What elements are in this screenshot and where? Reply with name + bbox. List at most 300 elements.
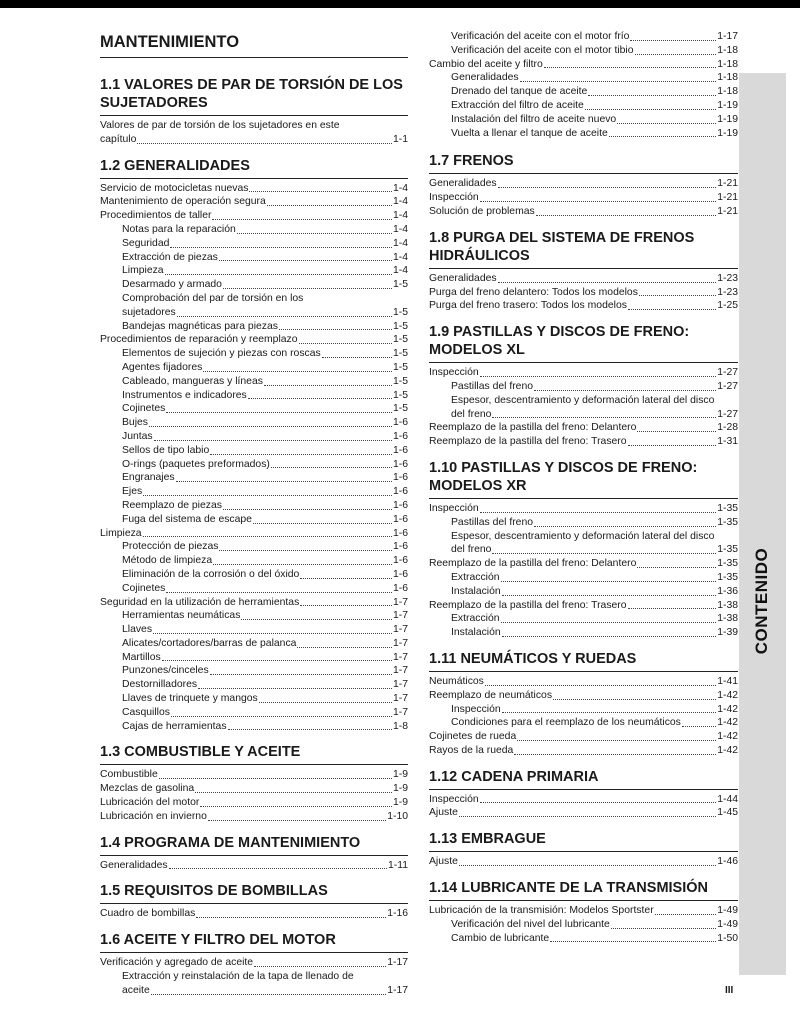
section-heading[interactable]: 1.13 EMBRAGUE (429, 830, 738, 852)
section-heading[interactable]: 1.3 COMBUSTIBLE Y ACEITE (100, 743, 408, 765)
section-heading[interactable]: 1.2 GENERALIDADES (100, 157, 408, 179)
toc-entry[interactable] (429, 516, 738, 530)
toc-entry-text: O-rings (paquetes preformados) (122, 458, 270, 470)
toc-entry[interactable] (429, 85, 738, 99)
toc-entry[interactable] (100, 389, 408, 403)
toc-entry[interactable] (100, 458, 408, 472)
toc-entry[interactable] (100, 554, 408, 568)
toc-entry[interactable] (429, 408, 738, 422)
toc-entry[interactable] (100, 540, 408, 554)
toc-entry-text: Inspección (429, 192, 479, 204)
toc-entry[interactable] (429, 286, 738, 300)
leader-dots (228, 729, 392, 730)
toc-entry[interactable] (429, 177, 738, 191)
toc-page-number: 1-19 (717, 127, 738, 139)
leader-dots (223, 288, 392, 289)
toc-entry[interactable] (429, 744, 738, 758)
leader-dots (198, 688, 392, 689)
toc-entry[interactable] (100, 651, 408, 665)
toc-entry[interactable] (429, 366, 738, 380)
toc-entry-text: Eliminación de la corrosión o del óxido (122, 568, 300, 580)
toc-entry-text: Método de limpieza (122, 555, 213, 567)
right-sections (429, 152, 738, 945)
leader-dots (628, 608, 717, 609)
toc-page-number: 1-6 (392, 444, 408, 456)
toc-entry-text: Notas para la reparación (122, 223, 236, 235)
toc-page-number: 1-6 (392, 568, 408, 580)
toc-entry-text: Sellos de tipo labio (122, 444, 210, 456)
toc-page-number: 1-7 (392, 596, 408, 608)
toc-entry[interactable] (429, 435, 738, 449)
toc-entry[interactable] (100, 209, 408, 223)
toc-page-number: 1-4 (392, 223, 408, 235)
toc-section (100, 882, 408, 921)
leader-dots (550, 941, 716, 942)
section-heading[interactable]: 1.6 ACEITE Y FILTRO DEL MOTOR (100, 931, 408, 953)
toc-entry[interactable] (100, 182, 408, 196)
toc-entry-text: Lubricación en invierno (100, 810, 207, 822)
leader-dots (154, 440, 392, 441)
leader-dots (299, 343, 392, 344)
leader-dots (267, 205, 392, 206)
toc-entry-text: Combustible (100, 769, 158, 781)
toc-entry[interactable] (429, 557, 738, 571)
toc-entry[interactable] (429, 502, 738, 516)
top-black-bar (0, 0, 800, 8)
leader-dots (162, 660, 392, 661)
toc-page-number: 1-41 (717, 675, 738, 687)
toc-page-number: 1-35 (717, 558, 738, 570)
toc-entry-text: Verificación del aceite con el motor frío (451, 31, 630, 42)
leader-dots (223, 509, 392, 510)
toc-entry-text: Inspección (429, 793, 479, 805)
toc-entry[interactable] (100, 692, 408, 706)
toc-entry[interactable] (429, 918, 738, 932)
toc-entry[interactable] (100, 251, 408, 265)
side-tab (739, 73, 786, 975)
toc-entry-text: Lubricación de la transmisión: Modelos Sportster (429, 905, 654, 917)
toc-entry[interactable] (429, 44, 738, 58)
toc-section (429, 459, 738, 640)
toc-entry[interactable] (100, 375, 408, 389)
toc-section (100, 76, 408, 147)
toc-page-number: 1-17 (717, 31, 738, 42)
toc-entry-text: capítulo (100, 133, 137, 145)
toc-page-number: 1-39 (717, 627, 738, 639)
toc-entry[interactable] (429, 806, 738, 820)
leader-dots (171, 716, 392, 717)
toc-entry[interactable] (429, 716, 738, 730)
toc-entry[interactable] (429, 599, 738, 613)
toc-page-number: 1-5 (392, 403, 408, 415)
toc-entry[interactable] (429, 71, 738, 85)
toc-page-number: 1-4 (392, 251, 408, 263)
leader-dots (544, 67, 716, 68)
toc-entry[interactable] (429, 99, 738, 113)
toc-entry-text: Destornilladores (122, 679, 198, 691)
toc-entry[interactable] (100, 582, 408, 596)
toc-entry-text: Generalidades (429, 178, 497, 190)
leader-dots (609, 136, 716, 137)
leader-dots (254, 966, 386, 967)
toc-entry-text: Reemplazo de piezas (122, 499, 222, 511)
leader-dots (459, 865, 716, 866)
toc-entry-text: Espesor, descentramiento y deformación lateral del disco (451, 530, 715, 542)
toc-page-number: 1-42 (717, 689, 738, 701)
toc-entry[interactable] (100, 119, 408, 133)
toc-entry[interactable] (429, 113, 738, 127)
leader-dots (630, 40, 716, 41)
leader-dots (143, 536, 392, 537)
toc-entry[interactable] (100, 810, 408, 824)
toc-page-number: 1-50 (717, 932, 738, 944)
leader-dots (165, 274, 392, 275)
leader-dots (143, 495, 392, 496)
toc-entry-text: Reemplazo de la pastilla del freno: Delantero (429, 558, 637, 570)
toc-page-number: 1-21 (717, 192, 738, 204)
toc-page-number: 1-6 (392, 458, 408, 470)
leader-dots (170, 247, 392, 248)
toc-page-number: 1-4 (392, 196, 408, 208)
toc-entry-text: Solución de problemas (429, 205, 535, 217)
toc-entry-text: Extracción y reinstalación de la tapa de llenado de (122, 971, 354, 983)
toc-entry[interactable] (100, 907, 408, 921)
leader-dots (279, 329, 392, 330)
toc-entry-text: Servicio de motocicletas nuevas (100, 182, 249, 194)
toc-entry[interactable] (100, 223, 408, 237)
toc-entry[interactable] (100, 596, 408, 610)
toc-page-number: 1-38 (717, 599, 738, 611)
toc-entry[interactable] (100, 637, 408, 651)
leader-dots (501, 581, 717, 582)
toc-entry[interactable] (429, 626, 738, 640)
toc-entry-text: Cuadro de bombillas (100, 908, 196, 920)
toc-page-number: 1-6 (392, 513, 408, 525)
toc-entry-text: Cableado, mangueras y líneas (122, 375, 263, 387)
leader-dots (237, 233, 392, 234)
leader-dots (480, 802, 717, 803)
toc-entry-text: Extracción del filtro de aceite (451, 99, 584, 111)
toc-entry-text: Inspección (451, 703, 501, 715)
toc-page-number: 1-49 (717, 905, 738, 917)
toc-page-number: 1-7 (392, 651, 408, 663)
toc-entry[interactable] (100, 513, 408, 527)
section-heading[interactable]: 1.14 LUBRICANTE DE LA TRANSMISIÓN (429, 879, 738, 901)
section-heading[interactable]: 1.1 VALORES DE PAR DE TORSIÓN DE LOS SUJETADORES (100, 76, 408, 116)
leader-dots (637, 567, 716, 568)
leader-dots (176, 481, 392, 482)
toc-entry[interactable] (429, 571, 738, 585)
toc-entry[interactable] (100, 678, 408, 692)
toc-entry[interactable] (100, 720, 408, 734)
toc-page-number: 1-35 (717, 502, 738, 514)
toc-page-number: 1-11 (387, 859, 408, 871)
section-heading[interactable]: 1.12 CADENA PRIMARIA (429, 768, 738, 790)
toc-page-number: 1-4 (392, 210, 408, 222)
leader-dots (219, 550, 392, 551)
toc-entry[interactable] (100, 237, 408, 251)
leader-dots (635, 54, 717, 55)
toc-page-number: 1-6 (392, 417, 408, 429)
toc-entry-text: Lubricación del motor (100, 797, 200, 809)
toc-entry[interactable] (100, 623, 408, 637)
toc-entry-text: Llaves de trinquete y mangos (122, 693, 258, 705)
toc-entry[interactable] (429, 421, 738, 435)
toc-entry-text: Extracción (451, 571, 500, 583)
toc-entry[interactable] (100, 402, 408, 416)
leader-dots (203, 371, 392, 372)
toc-entry-text: Mezclas de gasolina (100, 783, 195, 795)
toc-page-number: 1-10 (387, 810, 408, 822)
leader-dots (212, 219, 392, 220)
toc-page-number: 1-4 (392, 265, 408, 277)
toc-entry[interactable] (100, 768, 408, 782)
toc-entry[interactable] (429, 585, 738, 599)
toc-entry[interactable] (429, 30, 738, 44)
toc-page-number: 1-6 (392, 430, 408, 442)
toc-entry[interactable] (100, 320, 408, 334)
toc-entry-text: Martillos (122, 651, 161, 663)
toc-page-number: 1-28 (717, 422, 738, 434)
toc-entry-text: Seguridad (122, 237, 170, 249)
toc-page-number: 1-49 (717, 918, 738, 930)
toc-page-number: 1-9 (392, 797, 408, 809)
toc-right-column (429, 30, 738, 955)
toc-entry[interactable] (100, 984, 408, 998)
leader-dots (553, 699, 716, 700)
toc-entry[interactable] (100, 278, 408, 292)
toc-page-number: 1-27 (717, 380, 738, 392)
toc-entry-text: Punzones/cinceles (122, 665, 209, 677)
leader-dots (153, 633, 392, 634)
toc-page-number: 1-6 (392, 555, 408, 567)
toc-entry[interactable] (100, 306, 408, 320)
toc-page-number: 1-7 (392, 665, 408, 677)
toc-entry[interactable] (429, 299, 738, 313)
toc-page-number: 1-7 (392, 679, 408, 691)
section-heading[interactable]: 1.10 PASTILLAS Y DISCOS DE FRENO: MODELOS XR (429, 459, 738, 499)
toc-entry[interactable] (429, 191, 738, 205)
toc-page-number: 1-4 (392, 182, 408, 194)
leader-dots (501, 622, 717, 623)
toc-section (100, 834, 408, 873)
toc-entry[interactable] (100, 416, 408, 430)
toc-entry-text: Purga del freno delantero: Todos los modelos (429, 286, 638, 298)
toc-entry-text: Cambio del aceite y filtro (429, 58, 543, 70)
toc-page-number: 1-18 (717, 58, 738, 70)
toc-page-number: 1-46 (717, 856, 738, 868)
leader-dots (459, 816, 716, 817)
toc-page-number: 1-25 (717, 300, 738, 312)
toc-entry-text: Cojinetes (122, 403, 166, 415)
toc-entry[interactable] (429, 394, 738, 408)
leader-dots (248, 398, 392, 399)
toc-entry-text: Instalación (451, 585, 501, 597)
toc-page-number: 1-5 (392, 320, 408, 332)
leader-dots (195, 792, 392, 793)
leader-dots (517, 740, 716, 741)
toc-section (100, 157, 408, 734)
page-number: III (725, 985, 734, 996)
toc-entry-text: Cambio de lubricante (451, 932, 550, 944)
toc-entry-text: Verificación del nivel del lubricante (451, 918, 610, 930)
section-heading[interactable]: 1.8 PURGA DEL SISTEMA DE FRENOS HIDRÁULICOS (429, 229, 738, 269)
toc-page-number: 1-19 (717, 99, 738, 111)
leader-dots (300, 605, 392, 606)
toc-entry[interactable] (429, 932, 738, 946)
toc-entry[interactable] (100, 499, 408, 513)
toc-entry-text: Procedimientos de reparación y reemplazo (100, 334, 298, 346)
toc-entry-text: Reemplazo de la pastilla del freno: Trasero (429, 436, 627, 448)
toc-entry[interactable] (100, 664, 408, 678)
toc-entry[interactable] (100, 292, 408, 306)
toc-entry-text: Agentes fijadores (122, 361, 203, 373)
toc-page-number: 1-7 (392, 637, 408, 649)
toc-entry[interactable] (429, 543, 738, 557)
toc-entry[interactable] (429, 58, 738, 72)
toc-entry[interactable] (100, 133, 408, 147)
section-heading[interactable]: 1.11 NEUMÁTICOS Y RUEDAS (429, 650, 738, 672)
toc-entry-text: Cojinetes (122, 582, 166, 594)
leader-dots (480, 376, 717, 377)
toc-entry-text: Limpieza (122, 265, 164, 277)
leader-dots (611, 928, 716, 929)
leader-dots (264, 385, 392, 386)
toc-entry[interactable] (100, 568, 408, 582)
toc-entry[interactable] (429, 612, 738, 626)
toc-entry-text: Mantenimiento de operación segura (100, 196, 266, 208)
toc-section (429, 650, 738, 758)
toc-entry[interactable] (429, 904, 738, 918)
toc-page-number: 1-17 (387, 957, 408, 969)
toc-entry[interactable] (100, 706, 408, 720)
toc-entry[interactable] (429, 730, 738, 744)
toc-entry-text: Valores de par de torsión de los sujetadores en este (100, 120, 340, 131)
toc-entry[interactable] (100, 956, 408, 970)
toc-entry-text: Reemplazo de la pastilla del freno: Trasero (429, 599, 627, 611)
toc-entry-text: Desarmado y armado (122, 279, 222, 291)
toc-entry[interactable] (100, 361, 408, 375)
toc-entry[interactable] (100, 264, 408, 278)
toc-entry-text: del freno (451, 408, 492, 420)
toc-entry[interactable] (429, 703, 738, 717)
toc-entry[interactable] (100, 444, 408, 458)
toc-entry[interactable] (429, 127, 738, 141)
section-heading[interactable]: 1.5 REQUISITOS DE BOMBILLAS (100, 882, 408, 904)
toc-page-number: 1-16 (387, 908, 408, 920)
toc-entry[interactable] (100, 430, 408, 444)
toc-entry[interactable] (429, 675, 738, 689)
leader-dots (588, 95, 716, 96)
toc-page-number: 1-19 (717, 113, 738, 125)
leader-dots (514, 754, 716, 755)
toc-entry[interactable] (100, 195, 408, 209)
section-heading[interactable]: 1.4 PROGRAMA DE MANTENIMIENTO (100, 834, 408, 856)
toc-entry[interactable] (429, 272, 738, 286)
toc-entry-text: Ajuste (429, 807, 458, 819)
leader-dots (166, 592, 392, 593)
leader-dots (271, 467, 392, 468)
toc-entry[interactable] (429, 689, 738, 703)
leader-dots (480, 512, 717, 513)
toc-entry-text: Condiciones para el reemplazo de los neumáticos (451, 717, 681, 729)
toc-entry[interactable] (100, 333, 408, 347)
section-heading[interactable]: 1.7 FRENOS (429, 152, 738, 174)
toc-page-number: 1-27 (717, 367, 738, 379)
leader-dots (520, 81, 717, 82)
toc-page-number: 1-42 (717, 731, 738, 743)
toc-entry[interactable] (100, 796, 408, 810)
toc-page-number: 1-7 (392, 706, 408, 718)
toc-section (429, 768, 738, 821)
leader-dots (149, 426, 392, 427)
toc-section (429, 879, 738, 945)
toc-entry[interactable] (429, 855, 738, 869)
leader-dots (498, 187, 717, 188)
toc-entry[interactable] (100, 527, 408, 541)
leader-dots (502, 595, 717, 596)
toc-entry-text: Generalidades (451, 72, 519, 84)
toc-entry[interactable] (100, 782, 408, 796)
leader-dots (169, 868, 387, 869)
toc-page-number: 1-1 (392, 133, 408, 145)
toc-entry[interactable] (100, 347, 408, 361)
leader-dots (177, 316, 392, 317)
toc-entry[interactable] (100, 485, 408, 499)
toc-entry[interactable] (429, 380, 738, 394)
toc-entry[interactable] (100, 970, 408, 984)
toc-entry[interactable] (429, 530, 738, 544)
toc-entry-text: Alicates/cortadores/barras de palanca (122, 637, 297, 649)
toc-section (100, 931, 408, 997)
toc-page-number: 1-21 (717, 205, 738, 217)
toc-entry-text: Neumáticos (429, 675, 484, 687)
leader-dots (585, 109, 716, 110)
toc-page-number: 1-4 (392, 237, 408, 249)
toc-page-number: 1-18 (717, 44, 738, 56)
toc-left-column (100, 32, 408, 1008)
toc-entry[interactable] (100, 859, 408, 873)
toc-page-number: 1-17 (387, 984, 408, 996)
toc-entry-text: Verificación y agregado de aceite (100, 957, 254, 969)
toc-entry-text: Seguridad en la utilización de herramientas (100, 596, 300, 608)
toc-entry-text: Limpieza (100, 527, 142, 539)
toc-entry-text: Engranajes (122, 472, 175, 484)
toc-entry-text: Generalidades (429, 272, 497, 284)
toc-page-number: 1-31 (717, 436, 738, 448)
toc-entry[interactable] (100, 609, 408, 623)
toc-page-number: 1-7 (392, 624, 408, 636)
toc-entry[interactable] (100, 471, 408, 485)
toc-entry[interactable] (429, 793, 738, 807)
toc-entry[interactable] (429, 205, 738, 219)
toc-entry-text: Purga del freno trasero: Todos los modelos (429, 300, 627, 312)
toc-page-number: 1-45 (717, 807, 738, 819)
toc-page-number: 1-36 (717, 585, 738, 597)
toc-page-number: 1-6 (392, 527, 408, 539)
leader-dots (241, 619, 392, 620)
section-heading[interactable]: 1.9 PASTILLAS Y DISCOS DE FRENO: MODELOS XL (429, 323, 738, 363)
toc-page-number: 1-5 (392, 375, 408, 387)
toc-entry-text: Elementos de sujeción y piezas con roscas (122, 348, 321, 360)
leader-dots (637, 431, 716, 432)
leader-dots (498, 282, 717, 283)
toc-page-number: 1-6 (392, 472, 408, 484)
toc-entry-text: Extracción (451, 613, 500, 625)
toc-entry-text: Inspección (429, 367, 479, 379)
toc-page-number: 1-5 (392, 334, 408, 346)
leader-dots (219, 260, 392, 261)
